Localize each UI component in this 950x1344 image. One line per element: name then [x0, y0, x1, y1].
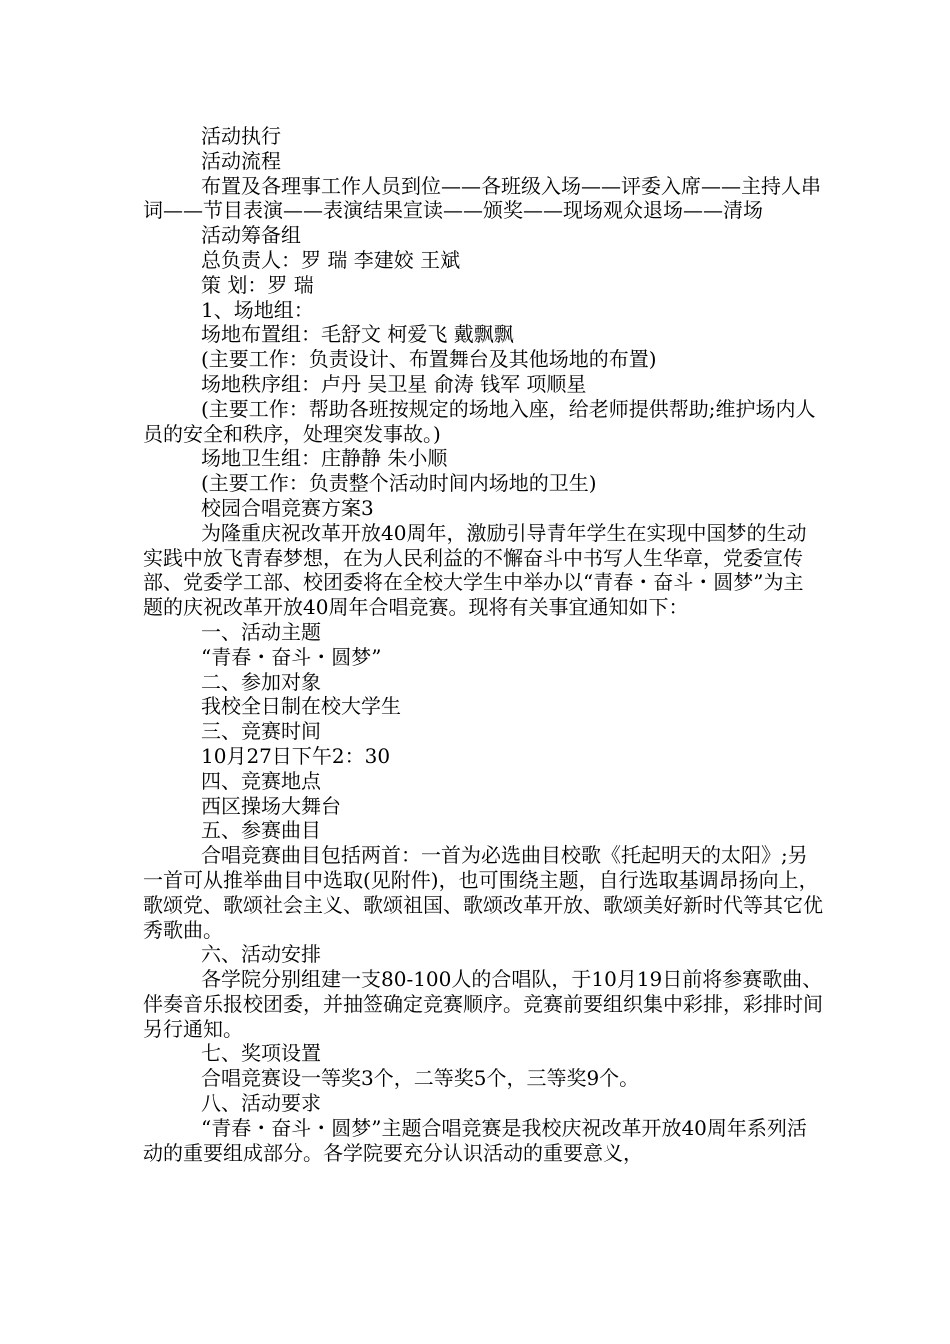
section-title: 校园合唱竞赛方案3 [201, 495, 374, 520]
heading-awards: 七、奖项设置 [201, 1041, 321, 1066]
heading-location: 四、竞赛地点 [201, 768, 321, 793]
document-body [143, 124, 823, 1165]
paragraph-time: 10月27日下午2：30 [201, 743, 391, 768]
heading-arrangement: 六、活动安排 [201, 942, 321, 967]
paragraph-planner: 策 划：罗 瑞 [201, 272, 314, 297]
paragraph-venue-setup-duty: (主要工作：负责设计、布置舞台及其他场地的布置) [201, 347, 657, 372]
paragraph-intro: 为隆重庆祝改革开放40周年，激励引导青年学生在实现中国梦的生动实践中放飞青春梦想，在为人民利益的不懈奋斗中书写人生华章，党委宣传部、党委学工部、校团委将在全校大学生中举办以“青春・奋斗・圆梦”为主题的庆祝改革开放40周年合唱竞赛。现将有关事宜通知如下： [143, 520, 807, 620]
heading-participants: 二、参加对象 [201, 669, 321, 694]
paragraph-venue-order-duty: (主要工作：帮助各班按规定的场地入座，给老师提供帮助;维护场内人员的安全和秩序，处理突发事故。) [143, 396, 816, 446]
paragraph-theme: “青春・奋斗・圆梦” [201, 644, 382, 669]
paragraph-prep-group: 活动筹备组 [201, 223, 301, 248]
paragraph-flow-steps: 布置及各理事工作人员到位——各班级入场——评委入席——主持人串词——节目表演——表演结果宣读——颁奖——现场观众退场——清场 [143, 173, 821, 223]
paragraph-songs: 合唱竞赛曲目包括两首：一首为必选曲目校歌《托起明天的太阳》;另一首可从推举曲目中选取(见附件)，也可围绕主题，自行选取基调昂扬向上，歌颂党、歌颂社会主义、歌颂祖国、歌颂改革开放、歌颂美好新时代等其它优秀歌曲。 [143, 843, 823, 942]
paragraph-activity-flow: 活动流程 [201, 148, 281, 173]
paragraph-venue-hygiene-duty: (主要工作：负责整个活动时间内场地的卫生) [201, 471, 597, 496]
heading-time: 三、竞赛时间 [201, 719, 321, 744]
paragraph-arrangement: 各学院分别组建一支80-100人的合唱队，于10月19日前将参赛歌曲、伴奏音乐报校团委，并抽签确定竞赛顺序。竞赛前要组织集中彩排，彩排时间另行通知。 [143, 967, 823, 1041]
heading-songs: 五、参赛曲目 [201, 818, 321, 843]
paragraph-location: 西区操场大舞台 [201, 793, 341, 818]
heading-theme: 一、活动主题 [201, 619, 321, 644]
paragraph-venue-order: 场地秩序组：卢丹 吴卫星 俞涛 钱军 项顺星 [201, 371, 587, 396]
paragraph-venue-group: 1、场地组： [201, 297, 314, 322]
paragraph-awards: 合唱竞赛设一等奖3个，二等奖5个，三等奖9个。 [201, 1066, 640, 1091]
paragraph-venue-hygiene: 场地卫生组：庄静静 朱小顺 [201, 446, 448, 471]
paragraph-requirements: “青春・奋斗・圆梦”主题合唱竞赛是我校庆祝改革开放40周年系列活动的重要组成部分。各学院要充分认识活动的重要意义， [143, 1115, 807, 1165]
paragraph-activity-execution: 活动执行 [201, 124, 281, 148]
paragraph-chief: 总负责人：罗 瑞 李建姣 王斌 [201, 247, 461, 272]
paragraph-participants: 我校全日制在校大学生 [201, 694, 401, 719]
paragraph-venue-setup: 场地布置组：毛舒文 柯爱飞 戴飘飘 [201, 322, 514, 347]
heading-requirements: 八、活动要求 [201, 1091, 321, 1116]
